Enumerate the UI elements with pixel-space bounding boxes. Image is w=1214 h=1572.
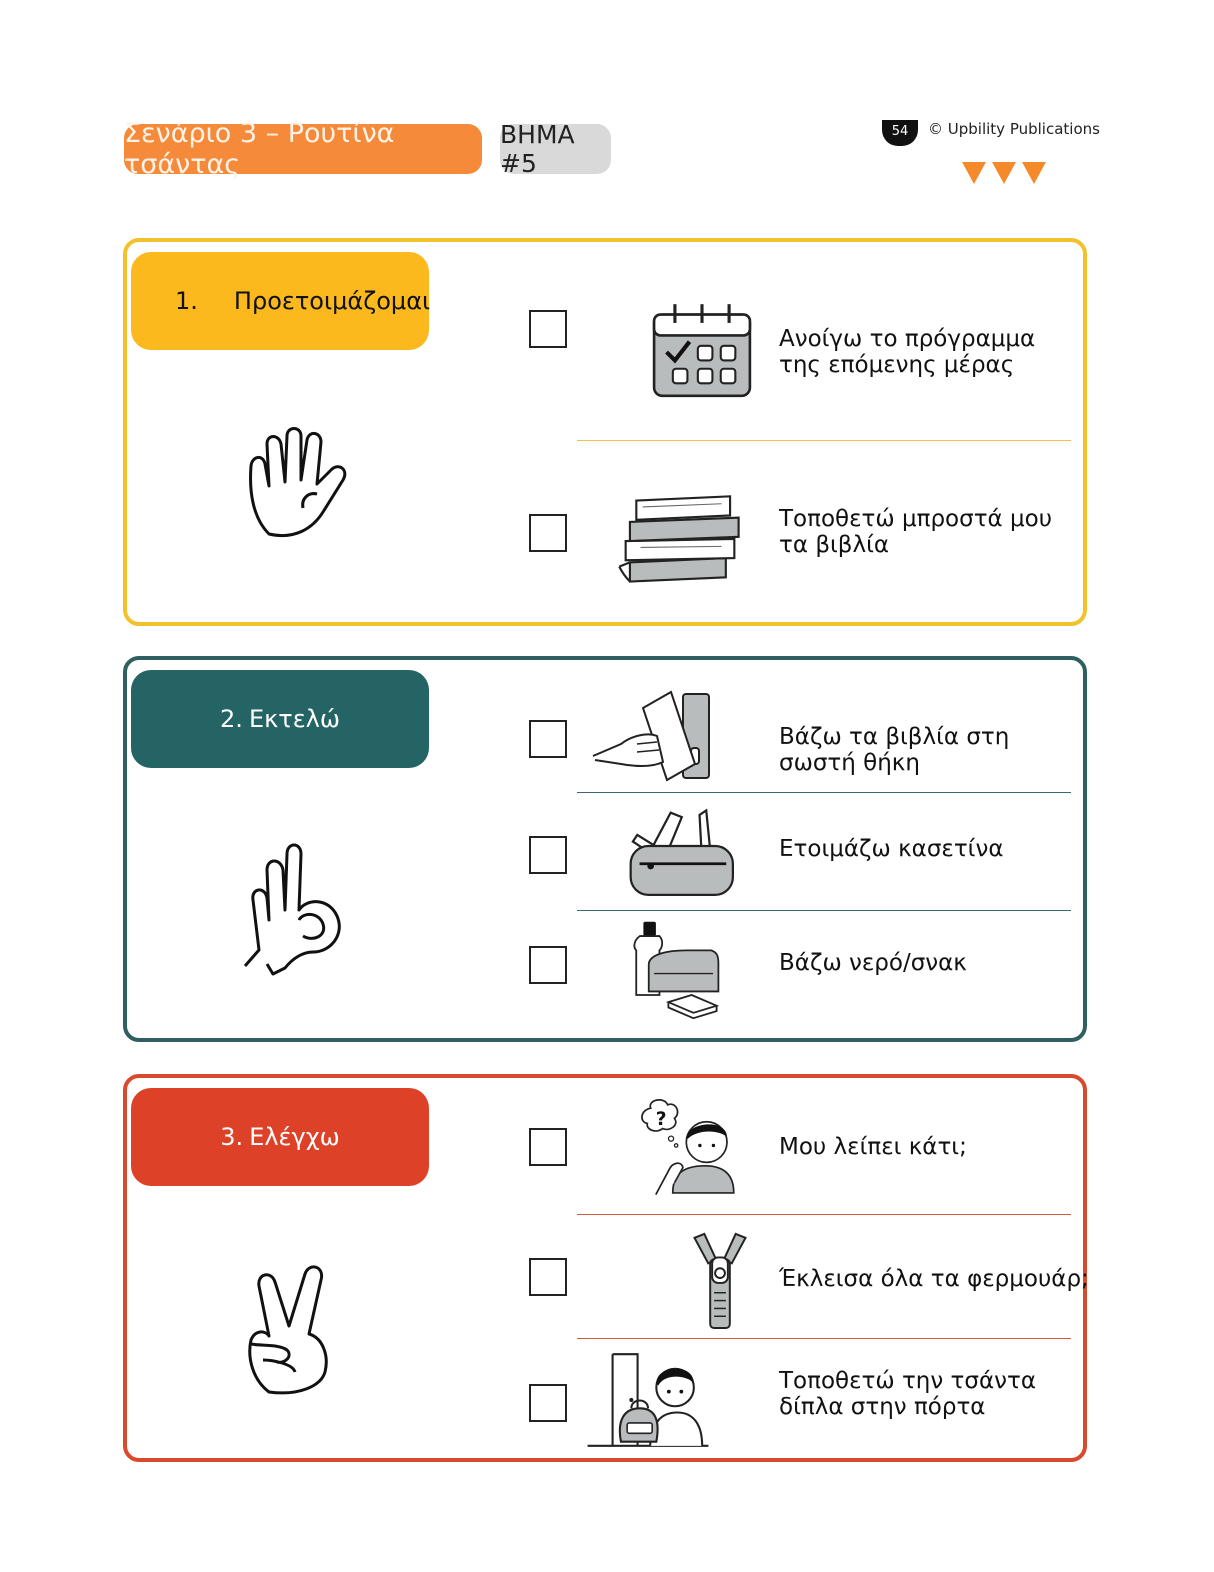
calendar-icon	[637, 300, 767, 400]
triangles-decoration-icon	[960, 158, 1052, 188]
section-title-check	[131, 1088, 429, 1186]
checklist-item	[527, 800, 1087, 910]
checklist-item	[527, 1346, 1087, 1456]
item-checkbox[interactable]	[529, 1258, 567, 1296]
item-text: Μου λείπει κάτι;	[779, 1134, 967, 1160]
section-execute	[123, 656, 1087, 1042]
pencil-case-icon	[619, 806, 749, 906]
checklist-item	[527, 490, 1087, 600]
section-number: 2.	[220, 705, 243, 733]
book-into-binder-icon	[591, 684, 721, 784]
step-label: ΒΗΜΑ #5	[500, 124, 611, 174]
ok-hand-icon	[237, 840, 357, 980]
page-number: 54	[882, 120, 918, 146]
item-text: Ετοιμάζω κασετίνα	[779, 836, 1004, 862]
item-checkbox[interactable]	[529, 514, 567, 552]
two-fingers-hand-icon	[243, 1260, 347, 1400]
item-checkbox[interactable]	[529, 946, 567, 984]
item-text: Ανοίγω το πρόγραμμα της επόμενης μέρας	[779, 326, 1036, 378]
svg-text:?: ?	[655, 1109, 667, 1131]
books-stack-icon	[615, 490, 745, 590]
item-text: Βάζω τα βιβλία στη σωστή θήκη	[779, 724, 1010, 776]
water-snack-icon	[615, 920, 745, 1020]
item-checkbox[interactable]	[529, 720, 567, 758]
checklist-item	[527, 916, 1087, 1036]
divider	[577, 792, 1071, 793]
divider	[577, 910, 1071, 911]
section-number: 1.	[175, 287, 198, 315]
checklist-item	[527, 680, 1087, 790]
item-checkbox[interactable]	[529, 836, 567, 874]
section-check	[123, 1074, 1087, 1462]
copyright: © Upbility Publications	[928, 120, 1100, 138]
item-text: Τοποθετώ μπροστά μου τα βιβλία	[779, 506, 1053, 558]
item-checkbox[interactable]	[529, 1384, 567, 1422]
scenario-label: Σενάριο 3 – Ρουτίνα τσάντας	[124, 124, 482, 174]
zipper-icon	[655, 1230, 785, 1330]
section-title: Ελέγχω	[249, 1123, 340, 1151]
item-checkbox[interactable]	[529, 1128, 567, 1166]
item-text: Βάζω νερό/σνακ	[779, 950, 967, 976]
divider	[577, 440, 1071, 441]
section-title-prepare	[131, 252, 429, 350]
section-title: Εκτελώ	[248, 705, 340, 733]
checklist-item	[527, 1098, 1087, 1218]
item-checkbox[interactable]	[529, 310, 567, 348]
divider	[577, 1338, 1071, 1339]
section-number: 3.	[220, 1123, 244, 1151]
publisher-header	[880, 116, 1100, 196]
section-title-execute	[131, 670, 429, 768]
checklist-item	[527, 1228, 1087, 1338]
open-hand-icon	[239, 422, 363, 546]
bag-by-door-icon	[583, 1350, 713, 1450]
section-title: Προετοιμάζομαι	[233, 287, 431, 315]
thinking-boy-icon	[623, 1098, 753, 1198]
item-text: Έκλεισα όλα τα φερμουάρ;	[779, 1266, 1089, 1292]
section-prepare	[123, 238, 1087, 626]
divider	[577, 1214, 1071, 1215]
checklist-item	[527, 292, 1087, 442]
item-text: Τοποθετώ την τσάντα δίπλα στην πόρτα	[779, 1368, 1036, 1420]
